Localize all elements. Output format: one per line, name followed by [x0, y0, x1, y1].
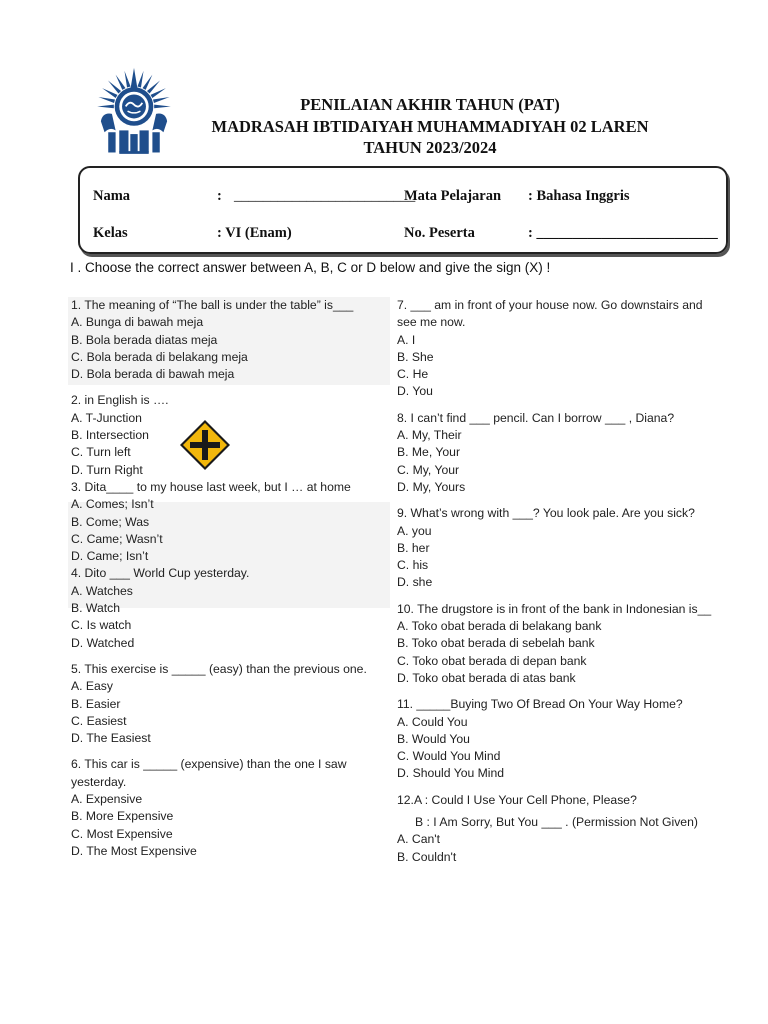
- option-b[interactable]: B. Would You: [397, 731, 470, 746]
- option-a[interactable]: A. T-Junction: [71, 410, 142, 425]
- option-a[interactable]: A. Can't: [397, 832, 440, 847]
- instruction: I . Choose the correct answer between A, B, C or D below and give the sign (X) !: [70, 260, 551, 275]
- option-a[interactable]: A. Easy: [71, 679, 113, 694]
- kelas-value: : VI (Enam): [217, 225, 292, 241]
- option-b[interactable]: B. More Expensive: [71, 809, 174, 824]
- question-text-b: B : I Am Sorry, But You ___ . (Permission Not Given): [415, 815, 698, 830]
- option-c[interactable]: C. Turn left: [71, 445, 131, 460]
- question-6: [71, 756, 367, 860]
- question-text: 10. The drugstore is in front of the bank in Indonesian is__: [397, 601, 712, 616]
- question-text: 4. Dito ___ World Cup yesterday.: [71, 566, 250, 581]
- option-c[interactable]: C. his: [397, 558, 429, 573]
- option-a[interactable]: A. Comes; Isn’t: [71, 497, 154, 512]
- question-text: 12.A : Could I Use Your Cell Phone, Please?: [397, 792, 637, 807]
- option-c[interactable]: C. Came; Wasn’t: [71, 531, 163, 546]
- option-d[interactable]: D. Watched: [71, 635, 135, 650]
- peserta-label: No. Peserta: [404, 225, 475, 241]
- question-text: 2. in English is ….: [71, 393, 169, 408]
- option-a[interactable]: A. My, Their: [397, 428, 462, 443]
- question-text: 11. _____Buying Two Of Bread On Your Way Home?: [397, 697, 683, 712]
- option-b[interactable]: B. Watch: [71, 601, 120, 616]
- academic-year: TAHUN 2023/2024: [363, 138, 497, 157]
- question-text: 8. I can’t find ___ pencil. Can I borrow ___ , Diana?: [397, 410, 675, 425]
- question-text: 3. Dita____ to my house last week, but I … at home: [71, 479, 351, 494]
- option-d[interactable]: D. You: [397, 384, 433, 399]
- right-question-column: [397, 297, 711, 866]
- option-d[interactable]: D. The Most Expensive: [71, 843, 197, 858]
- option-d[interactable]: D. Turn Right: [71, 462, 143, 477]
- question-10: [397, 601, 711, 687]
- option-c[interactable]: C. Toko obat berada di depan bank: [397, 653, 587, 668]
- question-2: [71, 392, 367, 478]
- option-c[interactable]: C. He: [397, 367, 429, 382]
- option-b[interactable]: B. Toko obat berada di sebelah bank: [397, 636, 595, 651]
- nama-blank[interactable]: _________________________: [234, 188, 416, 204]
- question-5: [71, 661, 367, 747]
- option-c[interactable]: C. Easiest: [71, 713, 127, 728]
- option-d[interactable]: D. Bola berada di bawah meja: [71, 367, 235, 382]
- muhammadiyah-logo-icon: [88, 66, 180, 158]
- option-a[interactable]: A. Bunga di bawah meja: [71, 315, 204, 330]
- option-b[interactable]: B. Intersection: [71, 428, 149, 443]
- option-c[interactable]: C. Is watch: [71, 618, 132, 633]
- option-d[interactable]: D. The Easiest: [71, 731, 151, 746]
- option-a[interactable]: A. Expensive: [71, 792, 143, 807]
- option-c[interactable]: C. Most Expensive: [71, 826, 173, 841]
- question-12: [397, 792, 711, 866]
- option-a[interactable]: A. you: [397, 523, 432, 538]
- question-text-cont: see me now.: [397, 315, 466, 330]
- option-c[interactable]: C. Would You Mind: [397, 749, 501, 764]
- peserta-value[interactable]: : _________________________: [528, 225, 718, 241]
- option-b[interactable]: B. Bola berada diatas meja: [71, 332, 218, 347]
- option-b[interactable]: B. She: [397, 349, 434, 364]
- question-11: [397, 696, 711, 782]
- option-c[interactable]: C. My, Your: [397, 462, 460, 477]
- option-b[interactable]: B. Come; Was: [71, 514, 150, 529]
- option-c[interactable]: C. Bola berada di belakang meja: [71, 349, 248, 364]
- option-d[interactable]: D. Came; Isn’t: [71, 549, 149, 564]
- option-d[interactable]: D. Should You Mind: [397, 766, 505, 781]
- mapel-value: : Bahasa Inggris: [528, 188, 630, 204]
- option-b[interactable]: B. Couldn't: [397, 849, 457, 864]
- option-a[interactable]: A. Toko obat berada di belakang bank: [397, 619, 602, 634]
- question-9: [397, 505, 711, 591]
- school-name: MADRASAH IBTIDAIYAH MUHAMMADIYAH 02 LAREN: [211, 117, 649, 136]
- option-a[interactable]: A. Watches: [71, 583, 133, 598]
- option-d[interactable]: D. she: [397, 575, 433, 590]
- mapel-label: Mata Pelajaran: [404, 188, 502, 204]
- kelas-label: Kelas: [93, 225, 128, 241]
- nama-label: Nama: [93, 188, 131, 204]
- question-text: 5. This exercise is _____ (easy) than the previous one.: [71, 661, 367, 676]
- question-text: 7. ___ am in front of your house now. Go downstairs and: [397, 298, 703, 312]
- question-text: 6. This car is _____ (expensive) than the one I saw: [71, 757, 347, 772]
- question-text-cont: yesterday.: [71, 774, 127, 789]
- question-1: [71, 297, 367, 383]
- question-8: [397, 410, 711, 496]
- option-d[interactable]: D. My, Yours: [397, 479, 466, 494]
- nama-colon: :: [217, 188, 222, 204]
- option-b[interactable]: B. Me, Your: [397, 445, 461, 460]
- option-a[interactable]: A. Could You: [397, 714, 468, 729]
- question-4: [71, 565, 367, 651]
- exam-title: PENILAIAN AKHIR TAHUN (PAT): [300, 95, 560, 114]
- question-3: [71, 479, 367, 565]
- question-text: 1. The meaning of “The ball is under the table” is___: [71, 298, 354, 312]
- question-7: [397, 297, 711, 401]
- option-b[interactable]: B. her: [397, 540, 430, 555]
- option-b[interactable]: B. Easier: [71, 696, 121, 711]
- option-a[interactable]: A. I: [397, 332, 416, 347]
- option-d[interactable]: D. Toko obat berada di atas bank: [397, 670, 576, 685]
- question-text: 9. What’s wrong with ___? You look pale. Are you sick?: [397, 506, 695, 521]
- left-question-column: [71, 297, 367, 860]
